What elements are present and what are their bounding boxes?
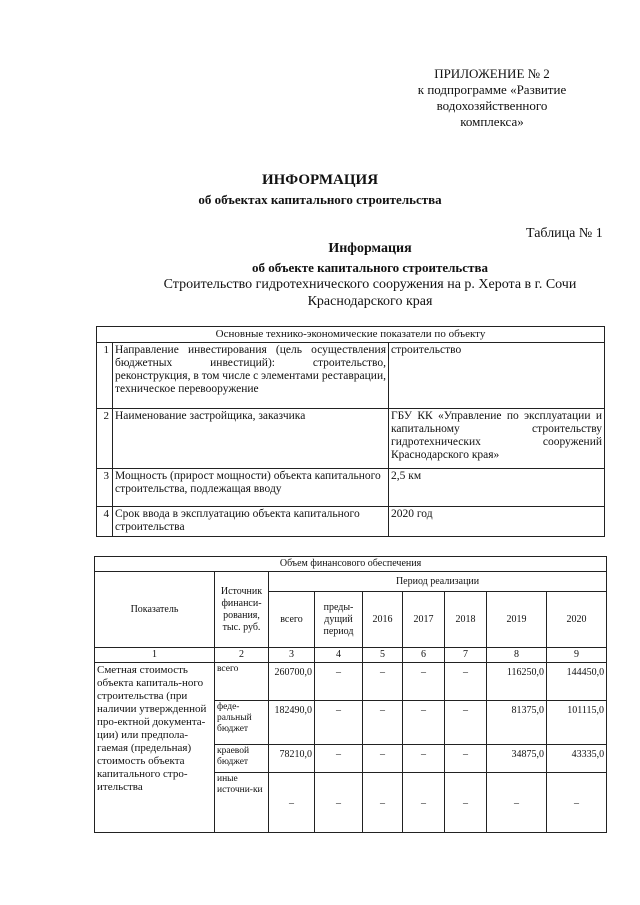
col-year-2018: 2018 [445, 592, 487, 648]
previous-cell: – [315, 701, 363, 745]
year-cell: – [445, 663, 487, 701]
col-number: 5 [363, 648, 403, 663]
year-cell: – [403, 773, 445, 833]
indicator-value: 2,5 км [389, 469, 605, 507]
indicator-cell: Сметная стоимость объекта капиталь-ного строительства (при наличии утвержденной про-ектной документа-ции) или предпола-гаемая (предельная) стоимость объекта капитального стро-ительства [95, 663, 215, 833]
year-cell: – [363, 745, 403, 773]
financing-header: Объем финансового обеспечения [95, 557, 607, 572]
year-cell: 101115,0 [547, 701, 607, 745]
col-number: 3 [269, 648, 315, 663]
appendix-line-3: водохозяйственного [436, 98, 548, 113]
source-cell: краевой бюджет [215, 745, 269, 773]
indicator-value: строительство [389, 343, 605, 409]
col-number: 2 [215, 648, 269, 663]
source-cell: всего [215, 663, 269, 701]
indicator-value: ГБУ КК «Управление по эксплуатации и капитальному строительству гидротехнических сооружений Краснодарского края» [389, 409, 605, 469]
col-number: 7 [445, 648, 487, 663]
col-total: всего [269, 592, 315, 648]
col-number: 9 [547, 648, 607, 663]
col-source: Источник финанси-рования, тыс. руб. [215, 572, 269, 648]
page-subtitle: об объектах капитального строительства [198, 192, 442, 207]
year-cell: 43335,0 [547, 745, 607, 773]
column-numbers-row [95, 648, 607, 663]
object-name-line-1: Строительство гидротехнического сооружения на р. Херота в г. Сочи [163, 277, 577, 292]
table-row [97, 469, 605, 507]
table-row [95, 663, 607, 701]
row-number: 3 [97, 469, 113, 507]
indicators-header: Основные технико-экономические показатели по объекту [97, 327, 605, 343]
year-cell: – [487, 773, 547, 833]
table-row [97, 409, 605, 469]
appendix-block [392, 66, 592, 130]
financing-table [94, 556, 607, 833]
indicator-label: Срок ввода в эксплуатацию объекта капитального строительства [113, 507, 389, 537]
appendix-line-2: к подпрограмме «Развитие [417, 82, 567, 97]
year-cell: – [403, 663, 445, 701]
year-cell: 34875,0 [487, 745, 547, 773]
indicators-table [96, 326, 605, 537]
year-cell: – [363, 773, 403, 833]
col-year-2019: 2019 [487, 592, 547, 648]
total-cell: 260700,0 [269, 663, 315, 701]
year-cell: – [363, 663, 403, 701]
previous-cell: – [315, 745, 363, 773]
card-subtitle: об объекте капитального строительства [252, 260, 488, 275]
col-number: 1 [95, 648, 215, 663]
col-indicator: Показатель [95, 572, 215, 648]
total-cell: 78210,0 [269, 745, 315, 773]
source-cell: иные источни-ки [215, 773, 269, 833]
year-cell: – [403, 701, 445, 745]
card-title: Информация [328, 241, 412, 256]
indicator-label: Направление инвестирования (цель осуществления бюджетных инвестиций): строительство, реконструкция, в том числе с элементами реставрации, техническое перевооружение [113, 343, 389, 409]
col-number: 6 [403, 648, 445, 663]
page-title: ИНФОРМАЦИЯ [261, 172, 379, 188]
object-name-line-2: Краснодарского края [307, 294, 433, 309]
table-row [97, 343, 605, 409]
col-year-2017: 2017 [403, 592, 445, 648]
col-number: 4 [315, 648, 363, 663]
year-cell: 144450,0 [547, 663, 607, 701]
indicator-label: Мощность (прирост мощности) объекта капитального строительства, подлежащая вводу [113, 469, 389, 507]
row-number: 2 [97, 409, 113, 469]
total-cell: 182490,0 [269, 701, 315, 745]
year-cell: 81375,0 [487, 701, 547, 745]
year-cell: 116250,0 [487, 663, 547, 701]
table-label: Таблица № 1 [526, 226, 603, 241]
col-year-2016: 2016 [363, 592, 403, 648]
previous-cell: – [315, 663, 363, 701]
col-period: Период реализации [269, 572, 607, 592]
col-number: 8 [487, 648, 547, 663]
total-cell: – [269, 773, 315, 833]
source-cell: феде-ральный бюджет [215, 701, 269, 745]
appendix-line-4: комплекса» [460, 114, 524, 129]
year-cell: – [445, 745, 487, 773]
year-cell: – [547, 773, 607, 833]
col-year-2020: 2020 [547, 592, 607, 648]
table-row [97, 507, 605, 537]
col-previous: преды-дущий период [315, 592, 363, 648]
year-cell: – [445, 773, 487, 833]
year-cell: – [445, 701, 487, 745]
previous-cell: – [315, 773, 363, 833]
row-number: 4 [97, 507, 113, 537]
row-number: 1 [97, 343, 113, 409]
indicator-value: 2020 год [389, 507, 605, 537]
indicator-label: Наименование застройщика, заказчика [113, 409, 389, 469]
year-cell: – [403, 745, 445, 773]
appendix-line-1: ПРИЛОЖЕНИЕ № 2 [434, 66, 550, 81]
year-cell: – [363, 701, 403, 745]
